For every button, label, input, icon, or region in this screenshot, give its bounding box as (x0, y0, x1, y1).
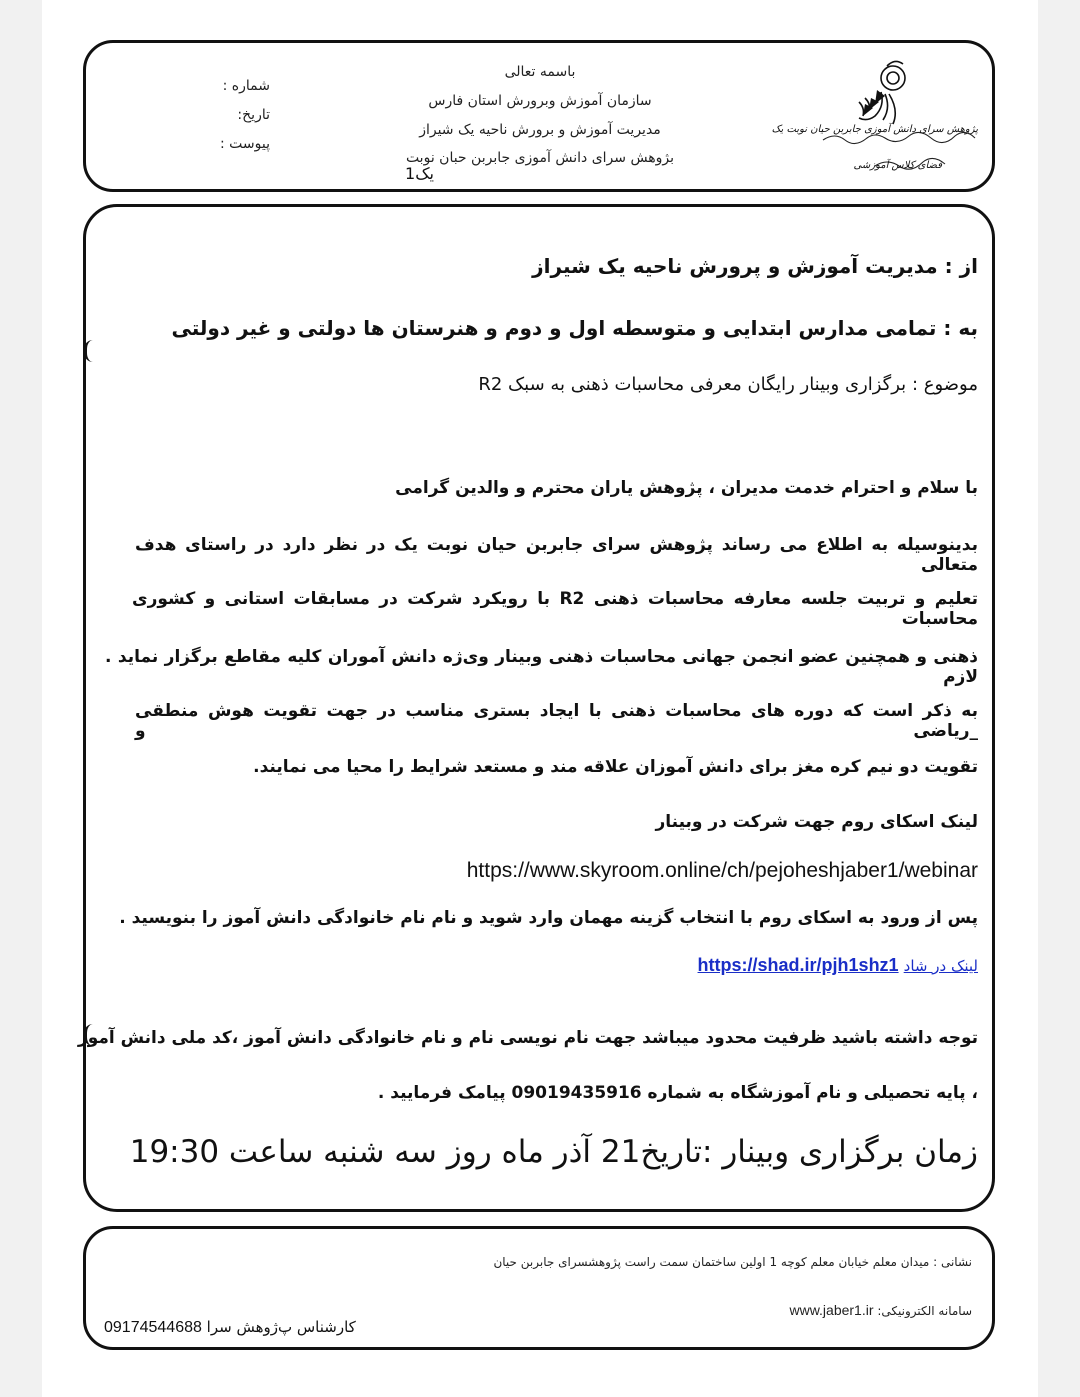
to-line (171, 316, 978, 340)
shad-link[interactable]: https://shad.ir/pjh1shz1 (697, 955, 899, 975)
attachment-label: پیوست : (220, 136, 270, 152)
footer-address: نشانی : میدان معلم خیابان معلم کوچه 1 اولین ساختمان سمت راست پژوهشسرای جابربن حیان (493, 1255, 972, 1269)
webinar-schedule: زمان برگزاری وبینار :تاریخ21 آذر ماه روز سه شنبه ساعت 19:30 (129, 1134, 978, 1170)
org-line-2: مدیریت آموزش و برورش ناحیه یک شیراز (419, 122, 661, 138)
subject-label: موضوع : (911, 374, 978, 395)
website-link[interactable]: www.jaber1.ir (789, 1302, 874, 1318)
expert-phone: 09174544688 (104, 1319, 202, 1336)
body-line-4: به ذکر است که دوره های محاسبات ذهنی با ایجاد بستری مناسب در جهت تقویت هوش منطقی _ریاضی و (135, 701, 978, 741)
from-label: از : (944, 254, 978, 278)
organization-logo (771, 58, 980, 186)
from-line (532, 254, 978, 278)
bismillah: باسمه تعالی (504, 64, 576, 80)
date-label: تاریخ: (237, 107, 270, 123)
login-instructions: پس از ورود به اسکای روم با انتخاب گزینه مهمان وارد شوید و نام نام خانوادگی دانش آموز را بنویسید . (119, 908, 978, 928)
shad-link-label[interactable]: لینک در شاد (903, 957, 978, 975)
greeting: با سلام و احترام خدمت مدیران ، پژوهش یاران محترم و والدین گرامی (395, 478, 978, 498)
org-line-3: بژوهش سرای دانش آموزی جابربن حبان نوبت (405, 150, 675, 166)
number-label: شماره : (222, 78, 270, 94)
skyroom-label: لینک اسکای روم جهت شرکت در وبینار (655, 812, 978, 832)
body-line-2: تعلیم و تربیت جلسه معارفه محاسبات ذهنی R2 با رویکرد شرکت در مسابقات استانی و کشوری محاسبات (132, 589, 978, 629)
notice-line-2: ، پایه تحصیلی و نام آموزشگاه به شماره 09019435916 پیامک فرمایید . (377, 1083, 978, 1103)
org-line-1: سازمان آموزش وبرورش استان فارس (428, 93, 652, 109)
to-value: تمامی مدارس ابتدایی و متوسطه اول و دوم و هنرستان ها دولتی و غیر دولتی (171, 316, 937, 340)
shad-link-line (698, 955, 978, 976)
expert-label: کارشناس پ‌ژوهش سرا (206, 1318, 356, 1336)
website-label: سامانه الکترونیکی: (877, 1304, 972, 1318)
org-line-3-continuation: یک1 (405, 164, 434, 183)
subject-line (478, 374, 978, 395)
logo-caption: پژوهش سرای دانش آموزی جابربن حیان نوبت یک (771, 124, 978, 135)
to-label: به : (943, 316, 978, 340)
skyroom-link[interactable]: https://www.skyroom.online/ch/pejoheshjaber1/webinar (466, 859, 978, 882)
footer-website-line (789, 1302, 972, 1318)
body-line-1: بدینوسیله به اطلاع می رساند پژوهش سرای جابربن حیان نوبت یک در نظر دارد در راستای هدف متعالی (135, 535, 978, 575)
notice-line-1: توجه داشته باشید ظرفیت محدود میباشد جهت نام نویسی نام و نام خانوادگی دانش آموز ،کد ملی دانش آموز (77, 1028, 978, 1048)
logo-subcaption: فضای کلاس آموزشی (853, 160, 942, 171)
subject-value: برگزاری وبینار رایگان معرفی محاسبات ذهنی به سبک R2 (478, 374, 907, 395)
border-notch-top (84, 340, 93, 362)
body-line-3: ذهنی و همچنین عضو انجمن جهانی محاسبات ذهنی وبینار وی‌ژه دانش آموران کلیه مقاطع برگزار نماید . لازم (105, 647, 978, 687)
body-last-line: تقویت دو نیم کره مغز برای دانش آموزان علاقه مند و مستعد شرایط را محیا می نمایند. (253, 757, 978, 777)
from-value: مدیریت آموزش و پرورش ناحیه یک شیراز (532, 254, 938, 278)
footer-expert-line (104, 1318, 356, 1337)
